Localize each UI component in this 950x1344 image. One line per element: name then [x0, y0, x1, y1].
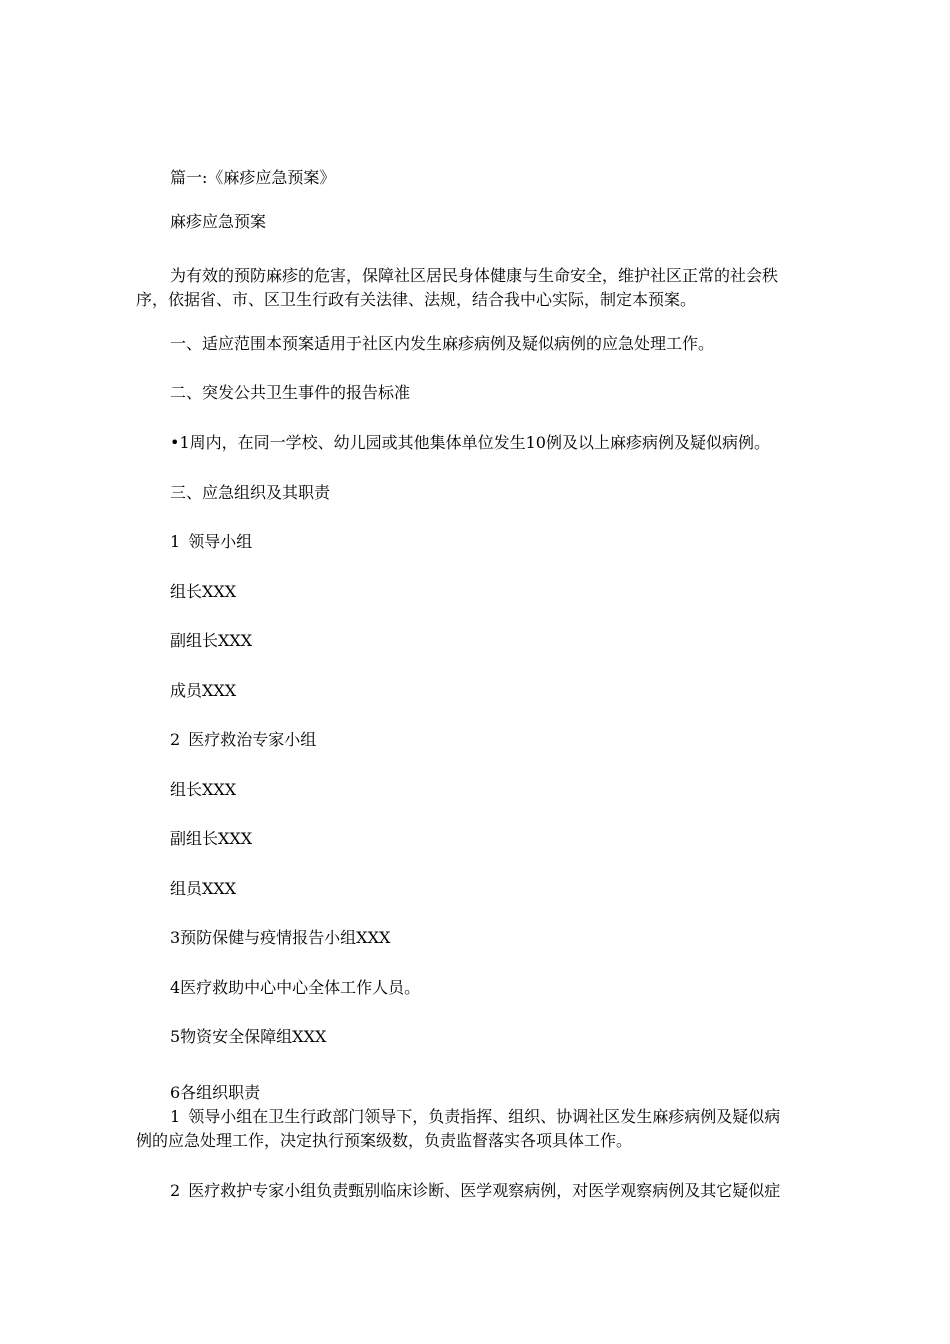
section-scope: 一、适应范围本预案适用于社区内发生麻疹病例及疑似病例的应急处理工作。: [170, 334, 715, 353]
member-line: 成员XXX: [170, 681, 237, 700]
doc-title: 麻疹应急预案: [170, 212, 267, 231]
duty-1-line-2: 例的应急处理工作，决定执行预案级数，负责监督落实各项具体工作。: [136, 1131, 633, 1150]
member-line: 组员XXX: [170, 879, 237, 898]
member-line: 组长XXX: [170, 582, 237, 601]
duty-2-line-1: [170, 1181, 780, 1201]
group-medical-experts: [170, 730, 316, 750]
duty-1-line-1: [170, 1107, 780, 1127]
group-label: 领导小组: [188, 532, 253, 551]
intro-paragraph-line-2: 序，依据省、市、区卫生行政有关法律、法规，结合我中心实际，制定本预案。: [136, 290, 697, 309]
doc-heading: 篇一:《麻疹应急预案》: [170, 168, 336, 187]
group-number: 2: [170, 730, 181, 749]
section-report-standard: 二、突发公共卫生事件的报告标准: [170, 383, 411, 402]
group-rescue-center: 4医疗救助中心中心全体工作人员。: [170, 978, 421, 997]
member-line: 组长XXX: [170, 780, 237, 799]
intro-paragraph-line-1: 为有效的预防麻疹的危害，保障社区居民身体健康与生命安全，维护社区正常的社会秩: [170, 266, 779, 285]
group-prevention: 3预防保健与疫情报告小组XXX: [170, 928, 391, 947]
group-supplies: 5物资安全保障组XXX: [170, 1027, 327, 1046]
member-line: 副组长XXX: [170, 829, 253, 848]
member-line: 副组长XXX: [170, 631, 253, 650]
group-label: 医疗救治专家小组: [188, 730, 317, 749]
duty-number: 2: [170, 1181, 181, 1200]
duty-number: 1: [170, 1107, 181, 1126]
duty-text: 医疗救护专家小组负责甄别临床诊断、医学观察病例，对医学观察病例及其它疑似症: [188, 1181, 781, 1200]
section-organization: 三、应急组织及其职责: [170, 483, 331, 502]
duty-text: 领导小组在卫生行政部门领导下，负责指挥、组织、协调社区发生麻疹病例及疑似病: [188, 1107, 781, 1126]
report-standard-item: •1周内，在同一学校、幼儿园或其他集体单位发生10例及以上麻疹病例及疑似病例。: [170, 433, 770, 452]
group-number: 1: [170, 532, 181, 551]
group-leadership: [170, 532, 252, 552]
section-duties: 6各组织职责: [170, 1083, 261, 1102]
